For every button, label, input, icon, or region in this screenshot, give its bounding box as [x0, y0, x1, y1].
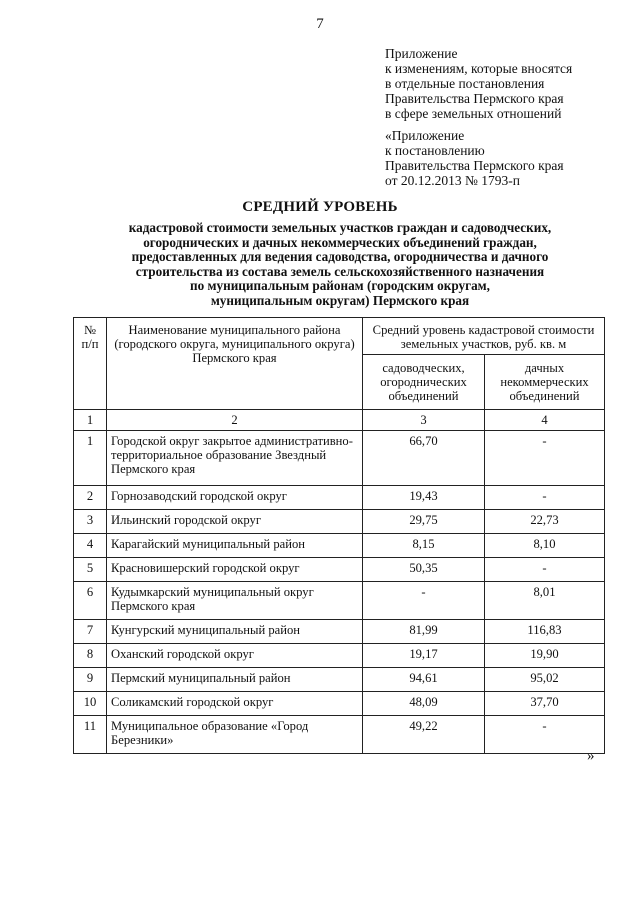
header-garden: садоводческих, огороднических объединений: [363, 355, 485, 410]
document-title: СРЕДНИЙ УРОВЕНЬ: [242, 199, 398, 215]
table-row: [74, 668, 605, 692]
table-row: [74, 431, 605, 486]
appendix-second-line: от 20.12.2013 № 1793-п: [385, 173, 520, 188]
row-dacha-value: -: [485, 486, 605, 510]
row-dacha-value: -: [485, 558, 605, 582]
index-row: [74, 410, 605, 431]
row-dacha-value: 37,70: [485, 692, 605, 716]
row-name: Красновишерский городской округ: [107, 558, 363, 582]
appendix-top-line: Приложение: [385, 46, 458, 61]
row-no: 1: [74, 431, 107, 486]
row-name: Горнозаводский городской округ: [107, 486, 363, 510]
header-dacha: дачных некоммерческих объединений: [485, 355, 605, 410]
row-garden-value: 48,09: [363, 692, 485, 716]
row-no: 6: [74, 582, 107, 620]
row-name: Пермский муниципальный район: [107, 668, 363, 692]
table-row: [74, 486, 605, 510]
table-row: [74, 534, 605, 558]
row-no: 8: [74, 644, 107, 668]
row-dacha-value: 8,01: [485, 582, 605, 620]
appendix-second-line: «Приложение: [385, 128, 465, 143]
index-cell: 3: [363, 410, 485, 431]
row-garden-value: 8,15: [363, 534, 485, 558]
index-cell: 4: [485, 410, 605, 431]
header-avg: Средний уровень кадастровой стоимости земельных участков, руб. кв. м: [363, 318, 605, 355]
row-no: 5: [74, 558, 107, 582]
appendix-top-line: в сфере земельных отношений: [385, 106, 562, 121]
index-cell: 2: [107, 410, 363, 431]
appendix-top-line: Правительства Пермского края: [385, 91, 564, 106]
table-row: [74, 620, 605, 644]
row-name: Кудымкарский муниципальный округ Пермского края: [107, 582, 363, 620]
row-no: 7: [74, 620, 107, 644]
row-no: 10: [74, 692, 107, 716]
row-no: 2: [74, 486, 107, 510]
row-garden-value: -: [363, 582, 485, 620]
table-row: [74, 582, 605, 620]
row-name: Карагайский муниципальный район: [107, 534, 363, 558]
row-dacha-value: 19,90: [485, 644, 605, 668]
appendix-top-line: к изменениям, которые вносятся: [385, 61, 573, 76]
row-garden-value: 19,17: [363, 644, 485, 668]
row-name: Ильинский городской округ: [107, 510, 363, 534]
cadastral-value-table: [73, 317, 605, 754]
subtitle-line: огороднических и дачных некоммерческих объединений граждан,: [143, 234, 537, 250]
appendix-top-block: [385, 46, 572, 121]
appendix-top-line: в отдельные постановления: [385, 76, 545, 91]
page-number: 7: [316, 16, 324, 32]
row-dacha-value: 95,02: [485, 668, 605, 692]
row-dacha-value: -: [485, 431, 605, 486]
index-cell: 1: [74, 410, 107, 431]
row-garden-value: 81,99: [363, 620, 485, 644]
row-name: Городской округ закрытое административно-территориальное образование Звездный Пермского края: [107, 431, 363, 486]
table-row: [74, 692, 605, 716]
row-dacha-value: 22,73: [485, 510, 605, 534]
document-subtitle: [60, 221, 620, 309]
row-no: 11: [74, 716, 107, 754]
subtitle-line: кадастровой стоимости земельных участков граждан и садоводческих,: [128, 220, 552, 235]
subtitle-line: предоставленных для ведения садоводства, огородничества и дачного: [131, 249, 549, 265]
subtitle-line: строительства из состава земель сельскохозяйственного назначения: [135, 263, 545, 279]
appendix-second-block: [385, 128, 564, 188]
row-garden-value: 66,70: [363, 431, 485, 486]
row-no: 9: [74, 668, 107, 692]
table-row: [74, 558, 605, 582]
row-name: Оханский городской округ: [107, 644, 363, 668]
table-row: [74, 644, 605, 668]
appendix-second-line: к постановлению: [385, 143, 485, 158]
row-garden-value: 19,43: [363, 486, 485, 510]
row-no: 4: [74, 534, 107, 558]
subtitle-line: муниципальным округам) Пермского края: [210, 292, 470, 308]
row-garden-value: 50,35: [363, 558, 485, 582]
row-garden-value: 94,61: [363, 668, 485, 692]
subtitle-line: по муниципальным районам (городским округам,: [190, 278, 490, 294]
row-name: Кунгурский муниципальный район: [107, 620, 363, 644]
header-no: № п/п: [74, 318, 107, 410]
row-garden-value: 29,75: [363, 510, 485, 534]
row-dacha-value: -: [485, 716, 605, 754]
table-row: [74, 716, 605, 754]
appendix-second-line: Правительства Пермского края: [385, 158, 564, 173]
row-name: Соликамский городской округ: [107, 692, 363, 716]
row-dacha-value: 116,83: [485, 620, 605, 644]
row-no: 3: [74, 510, 107, 534]
header-name: Наименование муниципального района (городского округа, муниципального округа) Пермского края: [107, 318, 363, 410]
closing-quote: »: [587, 748, 595, 764]
table-row: [74, 510, 605, 534]
row-dacha-value: 8,10: [485, 534, 605, 558]
row-garden-value: 49,22: [363, 716, 485, 754]
row-name: Муниципальное образование «Город Березники»: [107, 716, 363, 754]
